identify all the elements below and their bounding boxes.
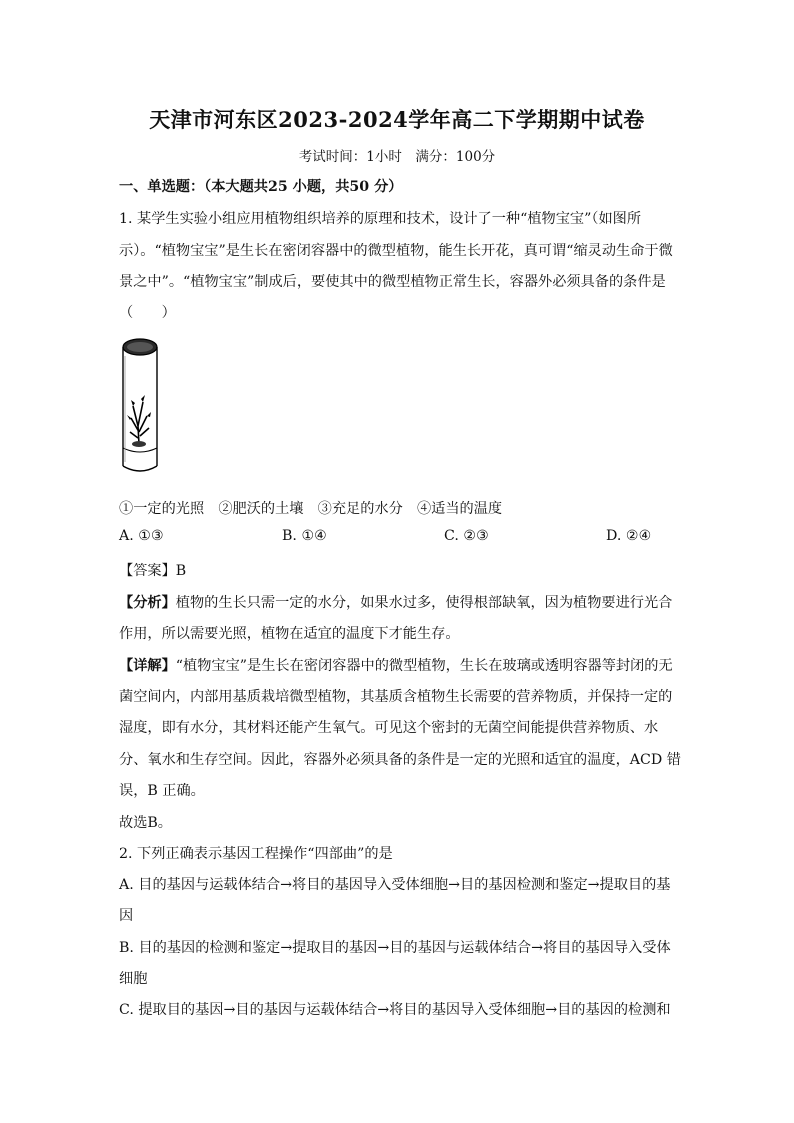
- q2-option-line: 因: [119, 908, 134, 924]
- q1-answer: 【答案】B: [119, 563, 187, 579]
- q2-stem: 2. 下列正确表示基因工程操作“四部曲”的是: [119, 846, 393, 862]
- q1-detail-line: 菌空间内，内部用基质栽培微型植物，其基质含植物生长需要的营养物质，并保持一定的: [119, 689, 673, 705]
- analysis-tag: 【分析】: [119, 595, 176, 611]
- q1-conclusion: 故选B。: [119, 815, 172, 831]
- q2-option-line: B. 目的基因的检测和鉴定→提取目的基因→目的基因与运载体结合→将目的基因导入受体: [119, 940, 671, 956]
- q1-stem-line: 1. 某学生实验小组应用植物组织培养的原理和技术，设计了一种“植物宝宝”（如图所: [119, 211, 642, 227]
- q1-stem-line: 景之中”。“植物宝宝”制成后，要使其中的微型植物正常生长，容器外必须具备的条件是: [119, 274, 666, 290]
- q1-detail-line: [119, 655, 679, 675]
- q1-stem-line: （ ）: [119, 305, 176, 321]
- q1-option-d: D. ②④: [606, 528, 652, 544]
- exam-subtitle: 考试时间：1小时 满分：100分: [298, 149, 496, 165]
- q1-option-c: C. ②③: [444, 528, 489, 544]
- section-heading: 一、单选题：（本大题共25 小题，共50 分）: [119, 179, 403, 195]
- q1-option-a: A. ①③: [119, 528, 164, 544]
- q1-option-b: B. ①④: [282, 528, 327, 544]
- detail-tag: 【详解】: [119, 658, 176, 674]
- q1-analysis-line: 作用，所以需要光照，植物在适宜的温度下才能生存。: [119, 626, 460, 642]
- plant-jar-figure: [119, 336, 161, 478]
- q2-option-line: 细胞: [119, 971, 148, 987]
- q1-analysis-line: [119, 592, 679, 612]
- q2-option-line: C. 提取目的基因→目的基因与运载体结合→将目的基因导入受体细胞→目的基因的检测和: [119, 1002, 671, 1018]
- exam-title: 天津市河东区2023-2024学年高二下学期期中试卷: [149, 107, 645, 132]
- q2-option-line: A. 目的基因与运载体结合→将目的基因导入受体细胞→目的基因检测和鉴定→提取目的基: [119, 877, 671, 893]
- detail-text: “植物宝宝”是生长在密闭容器中的微型植物，生长在玻璃或透明容器等封闭的无: [175, 658, 673, 674]
- q1-stem-line: 示）。“植物宝宝”是生长在密闭容器中的微型植物，能生长开花，真可谓“缩灵动生命于微: [119, 243, 673, 259]
- q1-detail-line: 分、氧水和生存空间。因此，容器外必须具备的条件是一定的光照和适宜的温度，ACD 错: [119, 752, 681, 768]
- analysis-text: 植物的生长只需一定的水分，如果水过多，使得根部缺氧，因为植物要进行光合: [175, 595, 673, 611]
- q1-detail-line: 误，B 正确。: [119, 783, 205, 799]
- q1-detail-line: 湿度，即有水分，其材料还能产生氧气。可见这个密封的无菌空间能提供营养物质、水: [119, 720, 659, 736]
- q1-conditions: ①一定的光照 ②肥沃的土壤 ③充足的水分 ④适当的温度: [119, 501, 503, 517]
